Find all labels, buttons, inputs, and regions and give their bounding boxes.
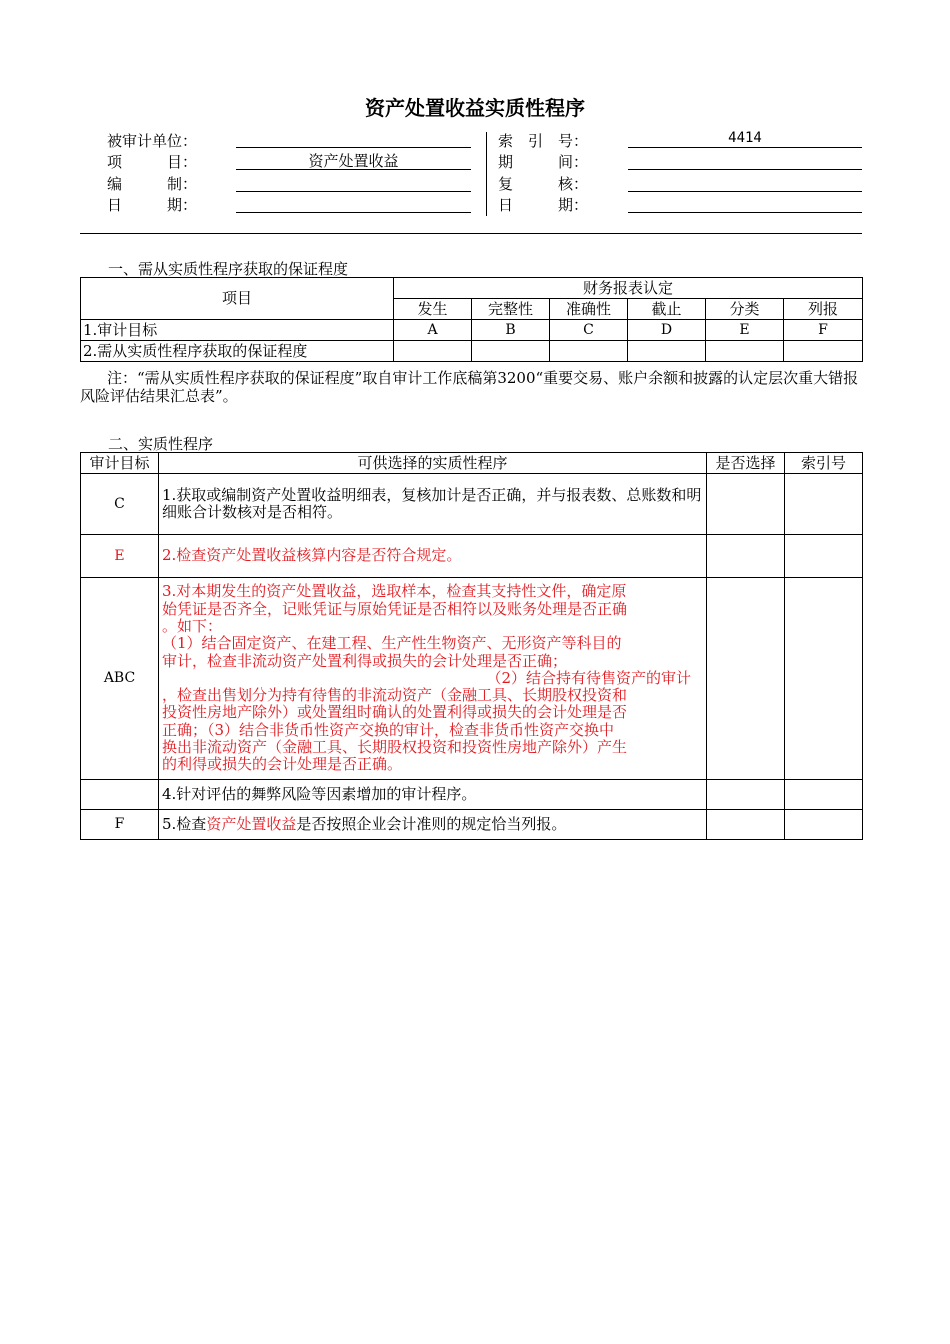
procedure-line: ，检查出售划分为持有待售的非流动资产（金融工具、长期股权投资和 xyxy=(162,686,628,705)
procedure-line: （2）结合持有待售资产的审计 xyxy=(486,668,691,687)
date-left-line xyxy=(236,212,471,213)
procedure-cell: 2.检查资产处置收益核算内容是否符合规定。 xyxy=(159,535,707,578)
table-row xyxy=(81,341,863,362)
header-separator xyxy=(486,132,487,216)
index-cell[interactable] xyxy=(785,780,863,810)
table-cell: B xyxy=(472,320,550,341)
table-row xyxy=(81,320,863,341)
auditee-line xyxy=(236,147,471,148)
index-no-line xyxy=(628,147,862,148)
table-cell: E xyxy=(706,320,784,341)
assertion-header: 完整性 xyxy=(472,299,550,320)
target-cell xyxy=(81,780,159,810)
selected-cell[interactable] xyxy=(707,535,785,578)
index-cell[interactable] xyxy=(785,578,863,780)
target-cell: ABC xyxy=(81,578,159,780)
table-row xyxy=(81,810,863,840)
date-right-label: 日 期： xyxy=(498,196,589,214)
page-title: 资产处置收益实质性程序 xyxy=(365,96,585,120)
procedure-line: 投资性房地产除外）或处置组时确认的处置利得或损失的会计处理是否 xyxy=(162,703,628,722)
table-cell: C xyxy=(550,320,628,341)
assertion-header: 分类 xyxy=(706,299,784,320)
assertions-group-header: 财务报表认定 xyxy=(394,278,863,299)
header-target: 审计目标 xyxy=(81,453,159,474)
procedure-highlight: 资产处置收益 xyxy=(206,814,297,833)
procedure-suffix: 是否按照企业会计准则的规定恰当列报。 xyxy=(296,814,567,833)
target-cell: F xyxy=(81,810,159,840)
date-right-line xyxy=(628,212,862,213)
preparer-line xyxy=(236,191,471,192)
assertion-header: 列报 xyxy=(784,299,863,320)
reviewer-label: 复 核： xyxy=(498,175,589,193)
table-cell[interactable] xyxy=(706,341,784,362)
procedure-line: 的利得或损失的会计处理是否正确。 xyxy=(162,755,403,774)
reviewer-line xyxy=(628,191,862,192)
item-value: 资产处置收益 xyxy=(308,152,399,170)
period-label: 期 间： xyxy=(498,153,589,171)
auditee-label: 被审计单位： xyxy=(107,132,198,150)
header-procedure: 可供选择的实质性程序 xyxy=(159,453,707,474)
table-cell[interactable] xyxy=(472,341,550,362)
header-rule xyxy=(80,233,862,234)
preparer-label: 编 制： xyxy=(107,175,198,193)
row-label: 1.审计目标 xyxy=(81,320,394,341)
assertion-header: 截止 xyxy=(628,299,706,320)
procedure-line: 审计，检查非流动资产处置利得或损失的会计处理是否正确； xyxy=(162,651,568,670)
index-cell[interactable] xyxy=(785,474,863,535)
index-cell[interactable] xyxy=(785,535,863,578)
section1-note: 注：“需从实质性程序获取的保证程度”取自审计工作底稿第3200“重要交易、账户余额和披露的认定层次重大错报风险评估结果汇总表”。 xyxy=(80,369,859,405)
table-cell: F xyxy=(784,320,863,341)
procedure-line: 3.对本期发生的资产处置收益，选取样本，检查其支持性文件，确定原 xyxy=(162,582,627,601)
selected-cell[interactable] xyxy=(707,810,785,840)
procedure-line: 正确；（3）结合非货币性资产交换的审计，检查非货币性资产交换中 xyxy=(162,720,615,739)
procedure-cell xyxy=(159,810,707,840)
assurance-table xyxy=(80,277,863,362)
col-item-header: 项目 xyxy=(81,278,394,320)
procedure-cell: 4.针对评估的舞弊风险等因素增加的审计程序。 xyxy=(159,780,707,810)
table-cell: A xyxy=(394,320,472,341)
selected-cell[interactable] xyxy=(707,578,785,780)
procedure-line: （1）结合固定资产、在建工程、生产性生物资产、无形资产等科目的 xyxy=(162,634,622,653)
assertion-header: 准确性 xyxy=(550,299,628,320)
index-cell[interactable] xyxy=(785,810,863,840)
procedure-line: 。如下： xyxy=(162,616,223,635)
table-row xyxy=(81,578,863,780)
procedure-line: 始凭证是否齐全，记账凭证与原始凭证是否相符以及账务处理是否正确 xyxy=(162,599,628,618)
table-cell[interactable] xyxy=(628,341,706,362)
target-cell: C xyxy=(81,474,159,535)
selected-cell[interactable] xyxy=(707,474,785,535)
procedures-table xyxy=(80,452,863,840)
header-selected: 是否选择 xyxy=(707,453,785,474)
section2-heading: 二、实质性程序 xyxy=(108,435,214,453)
table-cell[interactable] xyxy=(784,341,863,362)
table-cell[interactable] xyxy=(550,341,628,362)
date-left-label: 日 期： xyxy=(107,196,198,214)
procedure-cell: 1.获取或编制资产处置收益明细表，复核加计是否正确，并与报表数、总账数和明细账合计数核对是否相符。 xyxy=(159,474,707,535)
section1-heading: 一、需从实质性程序获取的保证程度 xyxy=(108,260,349,278)
table-row xyxy=(81,474,863,535)
procedure-line: 换出非流动资产（金融工具、长期股权投资和投资性房地产除外）产生 xyxy=(162,738,628,757)
table-cell: D xyxy=(628,320,706,341)
procedure-cell xyxy=(159,578,707,780)
item-label: 项 目： xyxy=(107,153,198,171)
target-cell: E xyxy=(81,535,159,578)
table-row xyxy=(81,780,863,810)
period-line xyxy=(628,169,862,170)
index-no-label: 索 引 号： xyxy=(498,132,589,150)
table-row xyxy=(81,535,863,578)
table-cell[interactable] xyxy=(394,341,472,362)
procedure-prefix: 5.检查 xyxy=(162,814,207,833)
header-index: 索引号 xyxy=(785,453,863,474)
selected-cell[interactable] xyxy=(707,780,785,810)
assertion-header: 发生 xyxy=(394,299,472,320)
row-label: 2.需从实质性程序获取的保证程度 xyxy=(81,341,394,362)
index-no-value: 4414 xyxy=(728,130,762,146)
